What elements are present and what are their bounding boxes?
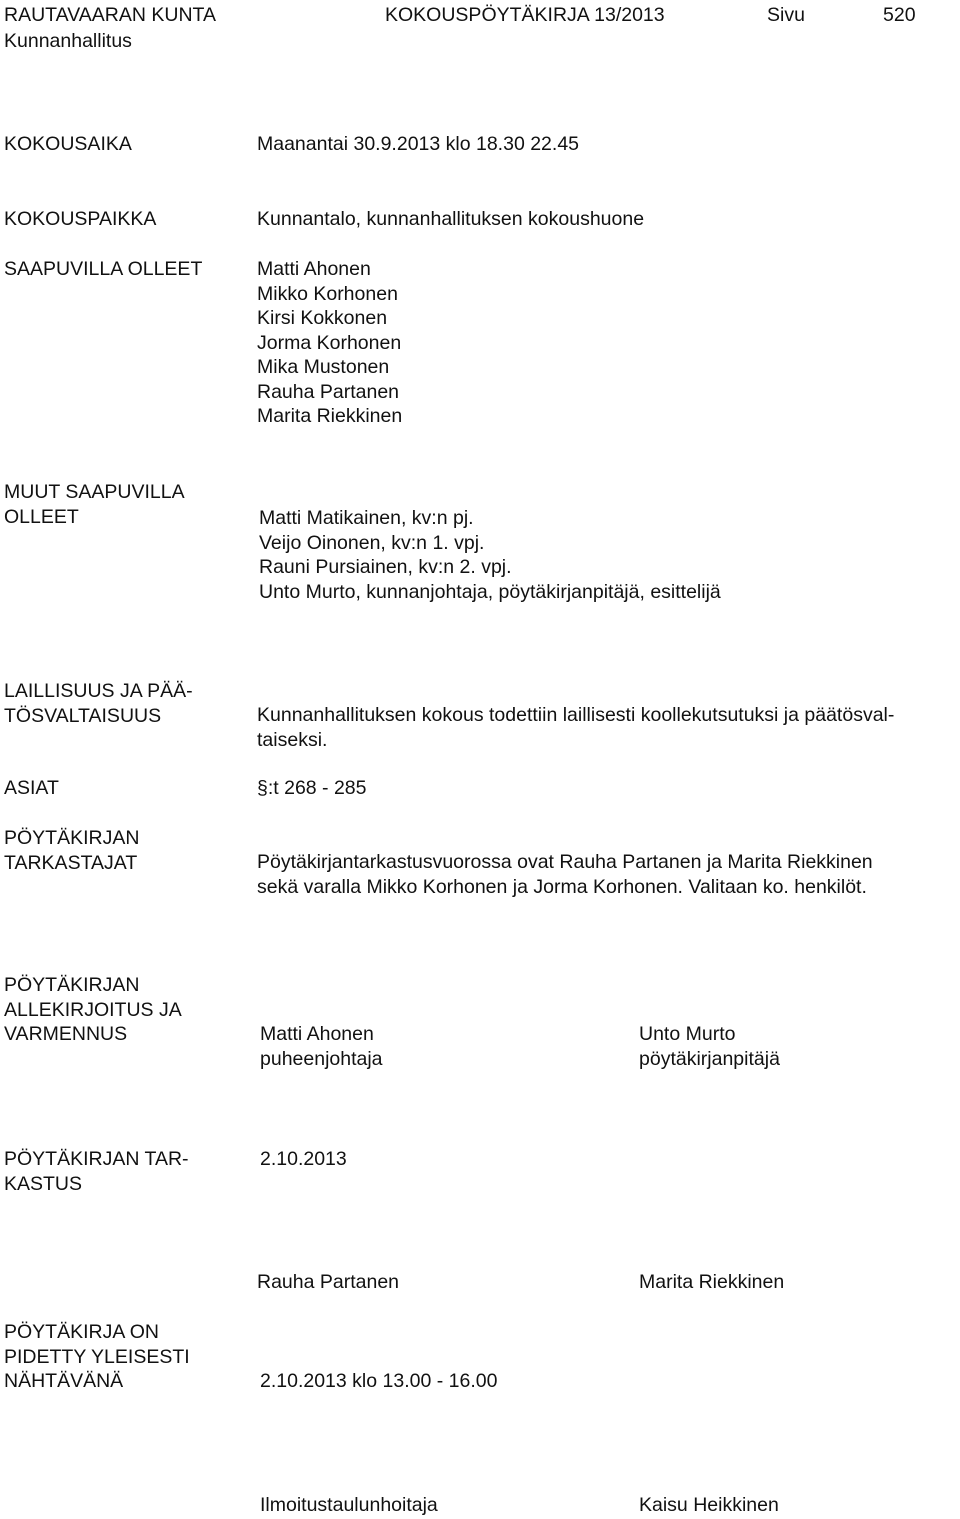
- label-line: NÄHTÄVÄNÄ: [4, 1370, 124, 1392]
- public-display-label: [4, 1320, 190, 1394]
- secretary-name: Unto Murto: [639, 1023, 736, 1045]
- label-line: PÖYTÄKIRJAN TAR-: [4, 1148, 189, 1170]
- chair-role: puheenjohtaja: [260, 1047, 383, 1070]
- meeting-place-label: KOKOUSPAIKKA: [4, 208, 157, 230]
- attendee-name: Kirsi Kokkonen: [257, 307, 388, 329]
- chair-name: Matti Ahonen: [260, 1023, 374, 1045]
- page-label: Sivu: [767, 4, 805, 26]
- body-name: Kunnanhallitus: [4, 30, 132, 52]
- secretary-role: pöytäkirjanpitäjä: [639, 1047, 780, 1070]
- attendee-name: Jorma Korhonen: [257, 331, 402, 354]
- meeting-place-value: Kunnantalo, kunnanhallituksen kokoushuone: [257, 208, 645, 230]
- attendee-name: Marita Riekkinen: [257, 405, 403, 427]
- attendee-name: Mikko Korhonen: [257, 282, 398, 305]
- label-line: PÖYTÄKIRJA ON: [4, 1321, 159, 1343]
- text-line: sekä varalla Mikko Korhonen ja Jorma Korhonen. Valitaan ko. henkilöt.: [257, 875, 867, 898]
- label-line: KASTUS: [4, 1172, 83, 1195]
- label-line: ALLEKIRJOITUS JA: [4, 998, 182, 1021]
- attendees-label: SAAPUVILLA OLLEET: [4, 258, 203, 280]
- other-attendees-label: [4, 480, 185, 529]
- signature-chair: [260, 1022, 383, 1071]
- label-line: TÖSVALTAISUUS: [4, 704, 162, 727]
- attendee-name: Matti Ahonen: [257, 258, 371, 280]
- page-number: 520: [883, 4, 916, 26]
- attendee-name: Mika Mustonen: [257, 356, 390, 378]
- other-attendee: Unto Murto, kunnanjohtaja, pöytäkirjanpitäjä, esittelijä: [259, 580, 721, 603]
- label-line: PÖYTÄKIRJAN: [4, 974, 140, 996]
- quorum-label: [4, 679, 193, 728]
- label-line: LAILLISUUS JA PÄÄ-: [4, 680, 193, 702]
- signatures-label: [4, 973, 182, 1047]
- label-line: TARKASTAJAT: [4, 851, 138, 874]
- attendees-list: [257, 257, 402, 429]
- public-display-value: 2.10.2013 klo 13.00 - 16.00: [260, 1370, 498, 1392]
- other-attendee: Veijo Oinonen, kv:n 1. vpj.: [259, 531, 485, 554]
- meeting-time-value: Maanantai 30.9.2013 klo 18.30 22.45: [257, 133, 580, 155]
- other-attendee: Matti Matikainen, kv:n pj.: [259, 507, 474, 529]
- other-attendees-list: [259, 506, 721, 604]
- organization-name: RAUTAVAARAN KUNTA: [4, 4, 216, 26]
- label-line: VARMENNUS: [4, 1023, 128, 1045]
- text-line: Kunnanhallituksen kokous todettiin laillisesti koollekutsutuksi ja päätösval-: [257, 704, 895, 726]
- matters-value: §:t 268 - 285: [257, 777, 367, 799]
- other-attendee: Rauni Pursiainen, kv:n 2. vpj.: [259, 556, 512, 578]
- attendee-name: Rauha Partanen: [257, 380, 400, 403]
- review-label: [4, 1147, 189, 1196]
- label-line: PIDETTY YLEISESTI: [4, 1345, 190, 1368]
- label-line: MUUT SAAPUVILLA: [4, 481, 185, 503]
- text-line: Pöytäkirjantarkastusvuorossa ovat Rauha Partanen ja Marita Riekkinen: [257, 851, 873, 873]
- reviewer-left: Rauha Partanen: [257, 1271, 400, 1293]
- reviewers-label: [4, 826, 139, 875]
- signature-secretary: [639, 1022, 780, 1071]
- reviewer-right: Marita Riekkinen: [639, 1271, 785, 1293]
- text-line: taiseksi.: [257, 728, 328, 751]
- quorum-text: [257, 703, 894, 752]
- label-line: OLLEET: [4, 505, 79, 528]
- footer-name: Kaisu Heikkinen: [639, 1494, 779, 1516]
- reviewers-text: [257, 850, 873, 899]
- document-title: KOKOUSPÖYTÄKIRJA 13/2013: [385, 4, 665, 26]
- review-date: 2.10.2013: [260, 1148, 347, 1170]
- meeting-time-label: KOKOUSAIKA: [4, 133, 132, 155]
- label-line: PÖYTÄKIRJAN: [4, 827, 140, 849]
- footer-role: Ilmoitustaulunhoitaja: [260, 1494, 438, 1516]
- matters-label: ASIAT: [4, 777, 59, 799]
